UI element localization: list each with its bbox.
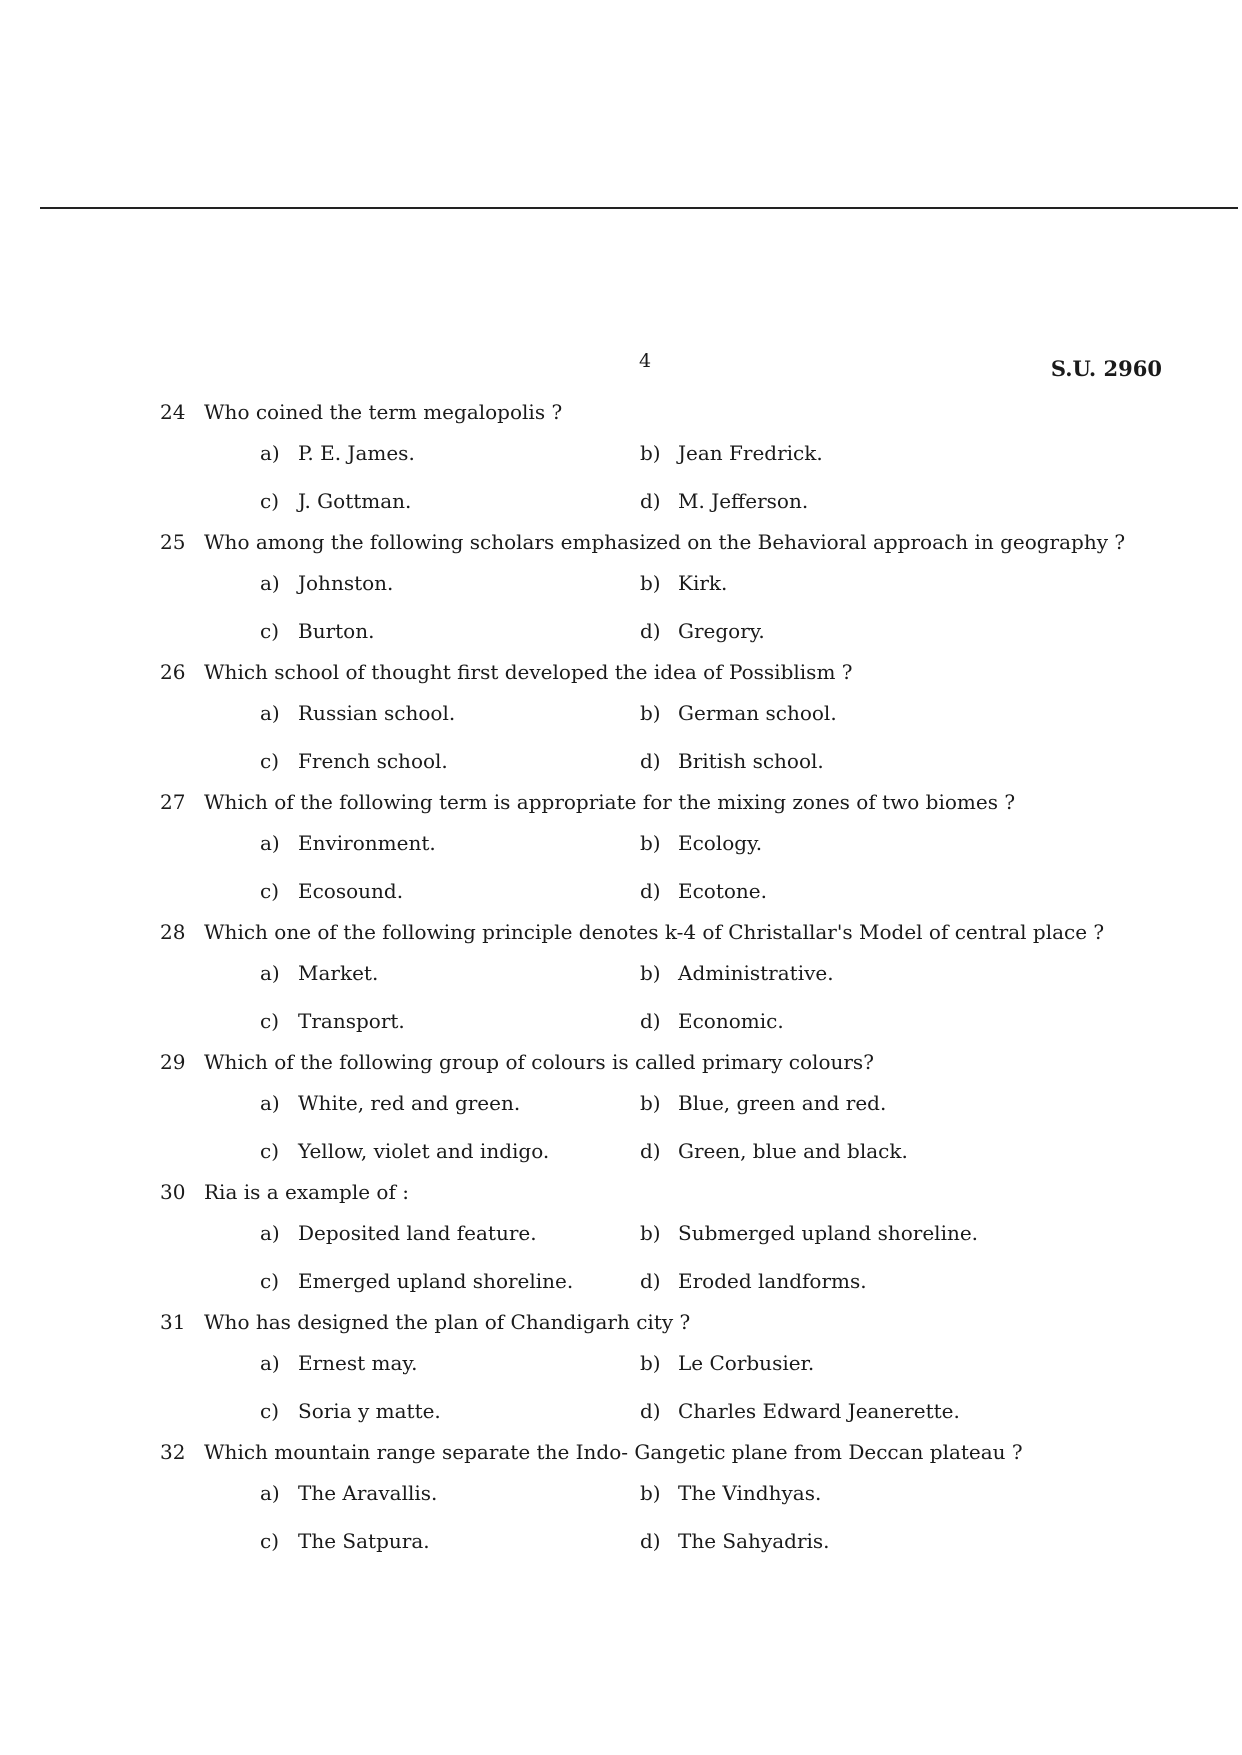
question-text: Who among the following scholars emphasized on the Behavioral approach in geography ? — [204, 530, 1126, 554]
options-grid — [260, 1079, 1170, 1175]
option-b — [640, 429, 1040, 477]
options-grid — [260, 1469, 1170, 1565]
options-grid — [260, 1339, 1170, 1435]
option-text: The Satpura. — [298, 1529, 430, 1553]
option-text: The Sahyadris. — [678, 1529, 830, 1553]
option-text: Ernest may. — [298, 1351, 418, 1375]
question-28 — [160, 915, 1170, 1045]
options-grid — [260, 1209, 1170, 1305]
question-number: 26 — [160, 660, 186, 684]
question-text: Which one of the following principle denotes k-4 of Christallar's Model of central place ? — [204, 920, 1105, 944]
options-grid — [260, 559, 1170, 655]
paper-code: S.U. 2960 — [1050, 356, 1162, 381]
option-letter: a) — [260, 1221, 280, 1245]
option-b — [640, 1209, 1040, 1257]
option-d — [640, 867, 1040, 915]
option-c — [260, 867, 640, 915]
option-d — [640, 997, 1040, 1045]
option-text: Green, blue and black. — [678, 1139, 908, 1163]
question-text: Which mountain range separate the Indo- Gangetic plane from Deccan plateau ? — [204, 1440, 1023, 1464]
question-line — [160, 1435, 1170, 1469]
question-number: 24 — [160, 400, 186, 424]
option-text: Deposited land feature. — [298, 1221, 537, 1245]
option-a — [260, 429, 640, 477]
option-text: Charles Edward Jeanerette. — [678, 1399, 960, 1423]
option-text: Transport. — [298, 1009, 405, 1033]
question-number: 31 — [160, 1310, 186, 1334]
option-letter: d) — [640, 879, 661, 903]
options-grid — [260, 949, 1170, 1045]
option-letter: b) — [640, 1221, 661, 1245]
question-25 — [160, 525, 1170, 655]
option-text: Jean Fredrick. — [678, 441, 823, 465]
option-c — [260, 477, 640, 525]
question-number: 25 — [160, 530, 186, 554]
option-text: Environment. — [298, 831, 436, 855]
option-text: British school. — [678, 749, 824, 773]
question-30 — [160, 1175, 1170, 1305]
question-line — [160, 915, 1170, 949]
options-grid — [260, 819, 1170, 915]
question-number: 32 — [160, 1440, 186, 1464]
option-a — [260, 689, 640, 737]
option-text: Ecology. — [678, 831, 763, 855]
question-26 — [160, 655, 1170, 785]
option-letter: c) — [260, 1399, 280, 1423]
question-29 — [160, 1045, 1170, 1175]
question-line — [160, 785, 1170, 819]
option-letter: d) — [640, 619, 661, 643]
option-d — [640, 1517, 1040, 1565]
question-text: Who coined the term megalopolis ? — [204, 400, 563, 424]
options-grid — [260, 689, 1170, 785]
option-a — [260, 559, 640, 607]
option-text: Yellow, violet and indigo. — [298, 1139, 550, 1163]
option-text: P. E. James. — [298, 441, 415, 465]
option-c — [260, 737, 640, 785]
option-text: Kirk. — [678, 571, 728, 595]
option-text: French school. — [298, 749, 448, 773]
option-letter: d) — [640, 489, 661, 513]
question-list — [160, 395, 1170, 1565]
question-number: 29 — [160, 1050, 186, 1074]
option-text: Ecosound. — [298, 879, 404, 903]
question-line — [160, 395, 1170, 429]
question-number: 30 — [160, 1180, 186, 1204]
option-text: Administrative. — [678, 961, 834, 985]
option-text: Russian school. — [298, 701, 456, 725]
option-letter: b) — [640, 961, 661, 985]
option-b — [640, 1469, 1040, 1517]
option-letter: d) — [640, 1399, 661, 1423]
option-d — [640, 737, 1040, 785]
option-text: Gregory. — [678, 619, 765, 643]
option-d — [640, 477, 1040, 525]
option-c — [260, 1387, 640, 1435]
question-text: Which of the following term is appropriate for the mixing zones of two biomes ? — [204, 790, 1016, 814]
option-a — [260, 949, 640, 997]
option-d — [640, 1257, 1040, 1305]
option-letter: a) — [260, 831, 280, 855]
option-text: Submerged upland shoreline. — [678, 1221, 979, 1245]
option-letter: b) — [640, 441, 661, 465]
option-letter: c) — [260, 1009, 280, 1033]
options-grid — [260, 429, 1170, 525]
option-b — [640, 949, 1040, 997]
option-text: Johnston. — [298, 571, 394, 595]
page-number: 4 — [638, 350, 652, 372]
option-text: White, red and green. — [298, 1091, 521, 1115]
question-text: Who has designed the plan of Chandigarh city ? — [204, 1310, 691, 1334]
option-letter: c) — [260, 1139, 280, 1163]
option-text: Economic. — [678, 1009, 784, 1033]
question-text: Ria is a example of : — [204, 1180, 409, 1204]
option-text: Blue, green and red. — [678, 1091, 887, 1115]
option-letter: a) — [260, 1481, 280, 1505]
option-letter: d) — [640, 1009, 661, 1033]
question-number: 27 — [160, 790, 186, 814]
option-text: Soria y matte. — [298, 1399, 441, 1423]
option-d — [640, 1127, 1040, 1175]
option-text: Ecotone. — [678, 879, 767, 903]
option-c — [260, 997, 640, 1045]
option-text: Burton. — [298, 619, 375, 643]
option-letter: c) — [260, 1529, 280, 1553]
option-letter: b) — [640, 571, 661, 595]
option-letter: a) — [260, 961, 280, 985]
option-letter: b) — [640, 1481, 661, 1505]
question-line — [160, 1045, 1170, 1079]
option-b — [640, 689, 1040, 737]
option-a — [260, 1469, 640, 1517]
option-text: Eroded landforms. — [678, 1269, 867, 1293]
question-24 — [160, 395, 1170, 525]
option-text: J. Gottman. — [298, 489, 412, 513]
option-b — [640, 1079, 1040, 1127]
option-letter: c) — [260, 749, 280, 773]
option-letter: d) — [640, 1139, 661, 1163]
question-31 — [160, 1305, 1170, 1435]
question-text: Which school of thought first developed the idea of Possiblism ? — [204, 660, 853, 684]
option-a — [260, 1079, 640, 1127]
option-a — [260, 1339, 640, 1387]
option-b — [640, 819, 1040, 867]
option-d — [640, 1387, 1040, 1435]
option-letter: a) — [260, 701, 280, 725]
option-text: German school. — [678, 701, 837, 725]
option-letter: d) — [640, 749, 661, 773]
option-text: Emerged upland shoreline. — [298, 1269, 574, 1293]
question-32 — [160, 1435, 1170, 1565]
option-c — [260, 1517, 640, 1565]
question-line — [160, 525, 1170, 559]
option-letter: b) — [640, 1351, 661, 1375]
question-text: Which of the following group of colours is called primary colours? — [204, 1050, 874, 1074]
option-c — [260, 1257, 640, 1305]
option-c — [260, 607, 640, 655]
option-letter: a) — [260, 1351, 280, 1375]
option-letter: c) — [260, 879, 280, 903]
option-a — [260, 1209, 640, 1257]
question-line — [160, 655, 1170, 689]
option-b — [640, 559, 1040, 607]
option-letter: b) — [640, 701, 661, 725]
option-b — [640, 1339, 1040, 1387]
option-letter: a) — [260, 441, 280, 465]
option-letter: c) — [260, 1269, 280, 1293]
option-c — [260, 1127, 640, 1175]
option-a — [260, 819, 640, 867]
option-letter: d) — [640, 1269, 661, 1293]
page-top-rule — [40, 207, 1238, 209]
option-text: The Vindhyas. — [678, 1481, 822, 1505]
option-letter: b) — [640, 1091, 661, 1115]
option-letter: c) — [260, 619, 280, 643]
option-text: Market. — [298, 961, 379, 985]
option-d — [640, 607, 1040, 655]
option-text: The Aravallis. — [298, 1481, 438, 1505]
option-letter: a) — [260, 571, 280, 595]
option-text: Le Corbusier. — [678, 1351, 815, 1375]
option-letter: c) — [260, 489, 280, 513]
option-text: M. Jefferson. — [678, 489, 809, 513]
option-letter: b) — [640, 831, 661, 855]
question-number: 28 — [160, 920, 186, 944]
question-27 — [160, 785, 1170, 915]
question-line — [160, 1175, 1170, 1209]
option-letter: d) — [640, 1529, 661, 1553]
option-letter: a) — [260, 1091, 280, 1115]
question-line — [160, 1305, 1170, 1339]
